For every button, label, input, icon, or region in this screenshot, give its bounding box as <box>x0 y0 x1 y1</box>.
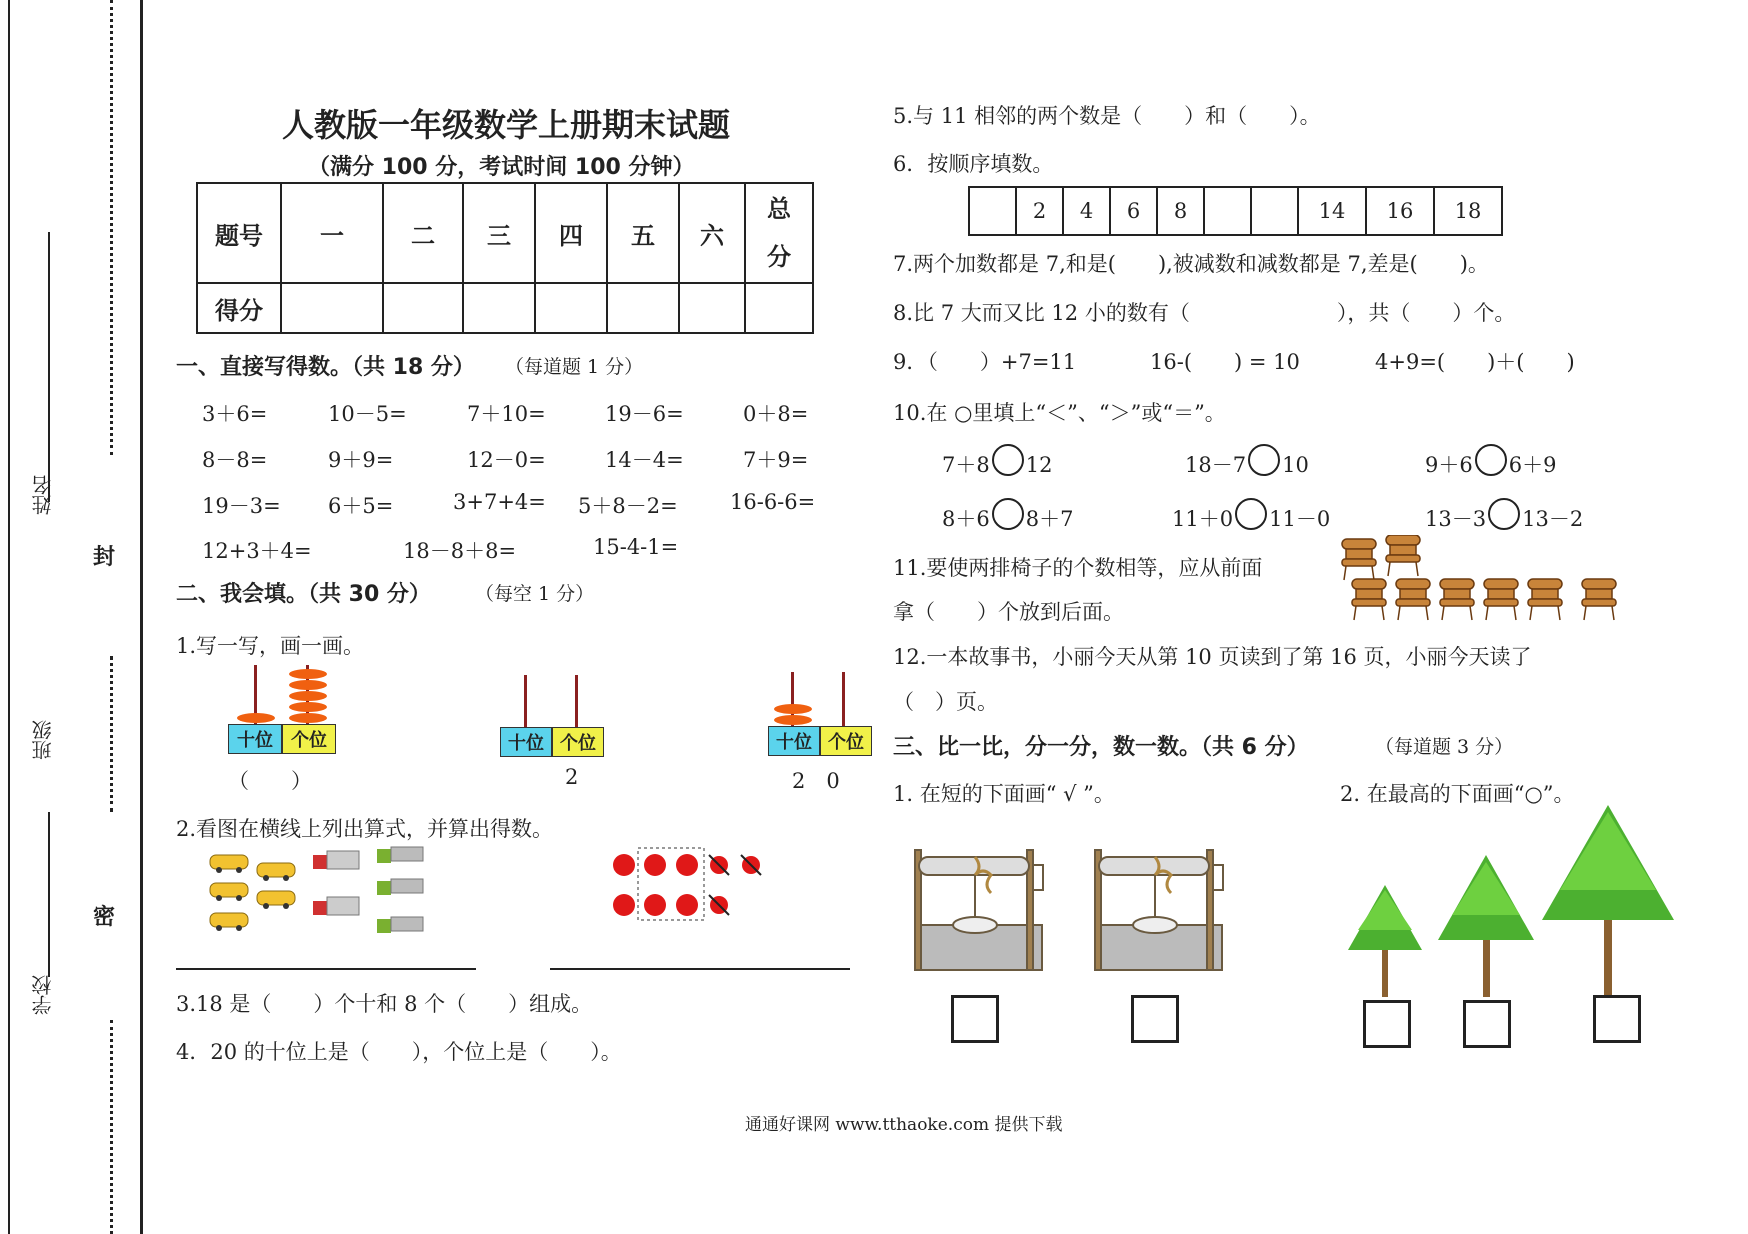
calc-item: 16-6-6= <box>730 490 816 514</box>
score-cell[interactable] <box>607 283 679 333</box>
seq-cell[interactable] <box>1251 187 1298 235</box>
seq-cell: 4 <box>1063 187 1110 235</box>
answer-box[interactable] <box>1463 1000 1511 1048</box>
compare-circle[interactable] <box>1235 498 1267 530</box>
section3-heading: 三、比一比，分一分，数一数。（共 6 分） <box>893 735 1309 760</box>
question-3: 3.18 是（ ）个十和 8 个（ ）组成。 <box>176 992 593 1016</box>
score-total: 总 分 <box>745 183 813 283</box>
dotted-cut-line <box>110 656 113 812</box>
trees-picture <box>1340 800 1680 1000</box>
score-cell[interactable] <box>383 283 463 333</box>
calc-item: 3＋6= <box>202 402 268 426</box>
question-7: 7.两个加数都是 7,和是( ),被减数和减数都是 7,差是( )。 <box>893 252 1489 276</box>
compare-item: 11＋0 11－0 <box>1172 498 1330 533</box>
score-row-header: 得分 <box>197 283 281 333</box>
calc-item: 9＋9= <box>328 448 394 472</box>
section2-heading: 二、我会填。（共 30 分） <box>176 582 431 607</box>
section3-q1: 1. 在短的下面画“ √ ”。 <box>893 782 1115 806</box>
compare-item: 8＋6 8＋7 <box>942 498 1073 533</box>
calc-item: 12+3＋4= <box>202 539 312 563</box>
calc-item: 0＋8= <box>743 402 809 426</box>
compare-circle[interactable] <box>992 444 1024 476</box>
class-label: 班级 <box>31 720 55 760</box>
compare-item: 7＋8 12 <box>942 444 1052 479</box>
school-label: 学校 <box>31 975 55 1015</box>
binding-line-inner <box>140 0 143 1234</box>
seq-cell[interactable] <box>1204 187 1251 235</box>
exam-title: 人教版一年级数学上册期末试题 <box>282 106 731 144</box>
compare-circle[interactable] <box>1248 444 1280 476</box>
question-11a: 11.要使两排椅子的个数相等，应从前面 <box>893 556 1263 580</box>
seq-cell: 14 <box>1298 187 1366 235</box>
question-1: 1.写一写，画一画。 <box>176 634 365 658</box>
sequence-table <box>968 186 1503 236</box>
seq-cell[interactable] <box>969 187 1016 235</box>
answer-box[interactable] <box>1363 1000 1411 1048</box>
answer-box[interactable] <box>951 995 999 1043</box>
seq-cell: 8 <box>1157 187 1204 235</box>
compare-circle[interactable] <box>992 498 1024 530</box>
calc-item: 14－4= <box>605 448 684 472</box>
question-9b: 16-( ) = 10 <box>1150 350 1300 374</box>
calc-item: 5＋8－2= <box>578 494 678 518</box>
score-cell[interactable] <box>679 283 745 333</box>
calc-item: 12－0= <box>467 448 546 472</box>
calc-item: 3+7+4= <box>453 490 546 514</box>
seal-char: 封 <box>93 545 116 570</box>
question-9a: 9．（ ）+7=11 <box>893 350 1077 374</box>
score-col: 四 <box>535 183 607 283</box>
dotted-cut-line <box>110 1020 113 1234</box>
calc-item: 15-4-1= <box>593 535 679 559</box>
question-12a: 12.一本故事书，小丽今天从第 10 页读到了第 16 页，小丽今天读了 <box>893 645 1532 669</box>
seq-cell: 6 <box>1110 187 1157 235</box>
score-col: 三 <box>463 183 535 283</box>
calc-item: 18－8＋8= <box>403 539 517 563</box>
question-2: 2.看图在横线上列出算式，并算出得数。 <box>176 817 554 841</box>
calc-item: 19－3= <box>202 494 281 518</box>
question-8: 8.比 7 大而又比 12 小的数有（ ），共（ ）个。 <box>893 301 1516 325</box>
seq-cell: 16 <box>1366 187 1434 235</box>
chairs-picture <box>1340 535 1630 627</box>
calc-item: 6＋5= <box>328 494 394 518</box>
compare-item: 13－3 13－2 <box>1425 498 1583 533</box>
question-4: 4．20 的十位上是（ ），个位上是（ ）。 <box>176 1040 622 1064</box>
abacus-answer: 2 <box>565 765 579 789</box>
question-10: 10.在 ○里填上“＜”、“＞”或“＝”。 <box>893 401 1226 425</box>
compare-item: 9＋6 6＋9 <box>1425 444 1556 479</box>
seq-cell: 2 <box>1016 187 1063 235</box>
calc-item: 7＋9= <box>743 448 809 472</box>
calc-item: 19－6= <box>605 402 684 426</box>
section3-note: （每道题 3 分） <box>1375 736 1514 758</box>
section3-q2: 2. 在最高的下面画“○”。 <box>1340 782 1575 806</box>
section1-heading: 一、直接写得数。（共 18 分） <box>176 355 475 380</box>
question-9c: 4+9=( )＋( ) <box>1375 350 1575 374</box>
answer-line[interactable] <box>176 968 476 970</box>
dotted-cut-line <box>110 0 113 455</box>
score-cell[interactable] <box>745 283 813 333</box>
calc-item: 8－8= <box>202 448 268 472</box>
abacus-answer: 2 0 <box>792 769 840 793</box>
name-blank <box>48 232 50 502</box>
question-11b: 拿（ ）个放到后面。 <box>893 600 1124 624</box>
score-table <box>196 182 814 334</box>
secret-char: 密 <box>93 905 116 930</box>
score-cell[interactable] <box>535 283 607 333</box>
calc-item: 10－5= <box>328 402 407 426</box>
abacus-answer: （ ） <box>228 769 312 793</box>
red-dots-picture <box>605 845 775 925</box>
compare-item: 18－7 10 <box>1185 444 1309 479</box>
seq-cell: 18 <box>1434 187 1502 235</box>
wells-picture <box>905 845 1245 973</box>
cars-trucks-picture <box>205 845 445 940</box>
question-12b: （ ）页。 <box>893 690 998 714</box>
answer-box[interactable] <box>1593 995 1641 1043</box>
score-col: 一 <box>281 183 383 283</box>
compare-circle[interactable] <box>1475 444 1507 476</box>
score-col: 六 <box>679 183 745 283</box>
name-label: 姓名 <box>31 475 55 515</box>
binding-line-outer <box>8 0 10 1234</box>
section1-note: （每道题 1 分） <box>505 356 644 378</box>
section2-note: （每空 1 分） <box>475 583 595 605</box>
question-5: 5.与 11 相邻的两个数是（ ）和（ ）。 <box>893 104 1321 128</box>
score-header: 题号 <box>197 183 281 283</box>
school-blank <box>48 812 50 977</box>
score-cell[interactable] <box>281 283 383 333</box>
footer-text: 通通好课网 www.tthaoke.com 提供下载 <box>745 1115 1063 1135</box>
score-col: 二 <box>383 183 463 283</box>
question-6: 6．按顺序填数。 <box>893 152 1054 176</box>
score-col: 五 <box>607 183 679 283</box>
answer-line[interactable] <box>550 968 850 970</box>
score-cell[interactable] <box>463 283 535 333</box>
answer-box[interactable] <box>1131 995 1179 1043</box>
calc-item: 7＋10= <box>467 402 546 426</box>
compare-circle[interactable] <box>1488 498 1520 530</box>
exam-subtitle: （满分 100 分，考试时间 100 分钟） <box>308 155 695 180</box>
